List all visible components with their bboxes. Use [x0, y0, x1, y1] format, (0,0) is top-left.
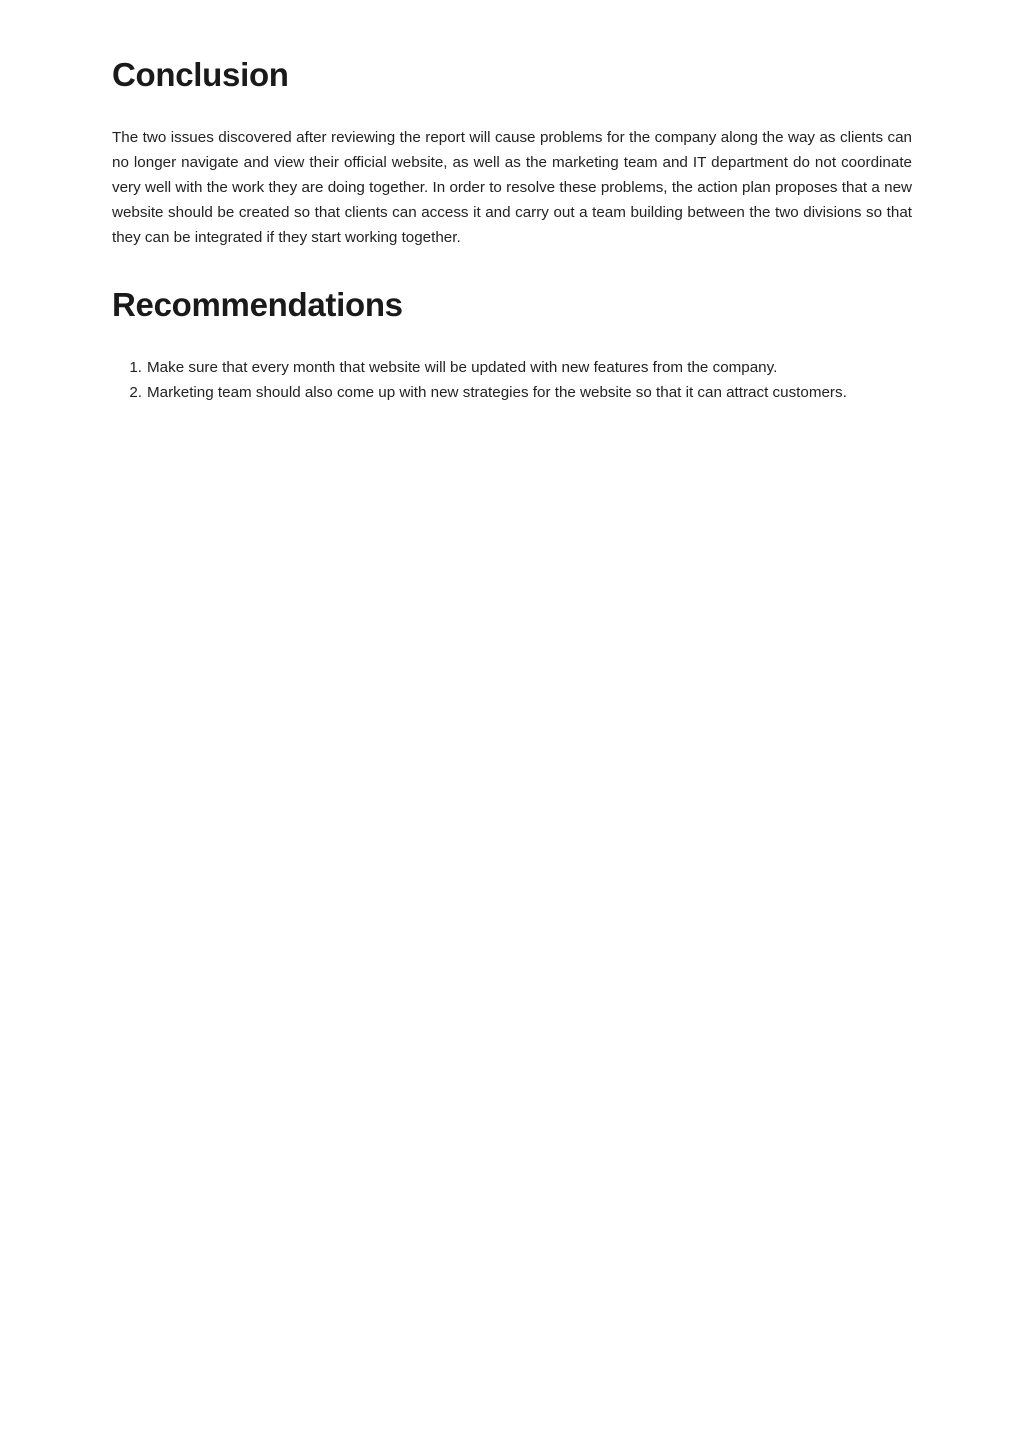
- list-item-number: 1.: [129, 359, 142, 376]
- list-item-text: Make sure that every month that website will be updated with new features from the company.: [147, 359, 778, 376]
- recommendations-heading: Recommendations: [112, 286, 403, 323]
- conclusion-heading: Conclusion: [112, 56, 289, 93]
- list-item: [112, 380, 912, 405]
- recommendations-list: [112, 355, 912, 405]
- list-item: [112, 355, 912, 380]
- list-item-text: Marketing team should also come up with new strategies for the website so that it can attract customers.: [147, 384, 847, 401]
- conclusion-paragraph: The two issues discovered after reviewing the report will cause problems for the company along the way as clients can no longer navigate and view their official website, as well as the marketing team and IT department do not coordinate very well with the work they are doing together. In order to resolve these problems, the action plan proposes that a new website should be created so that clients can access it and carry out a team building between the two divisions so that they can be integrated if they start working together.: [112, 129, 912, 246]
- list-item-number: 2.: [129, 384, 142, 401]
